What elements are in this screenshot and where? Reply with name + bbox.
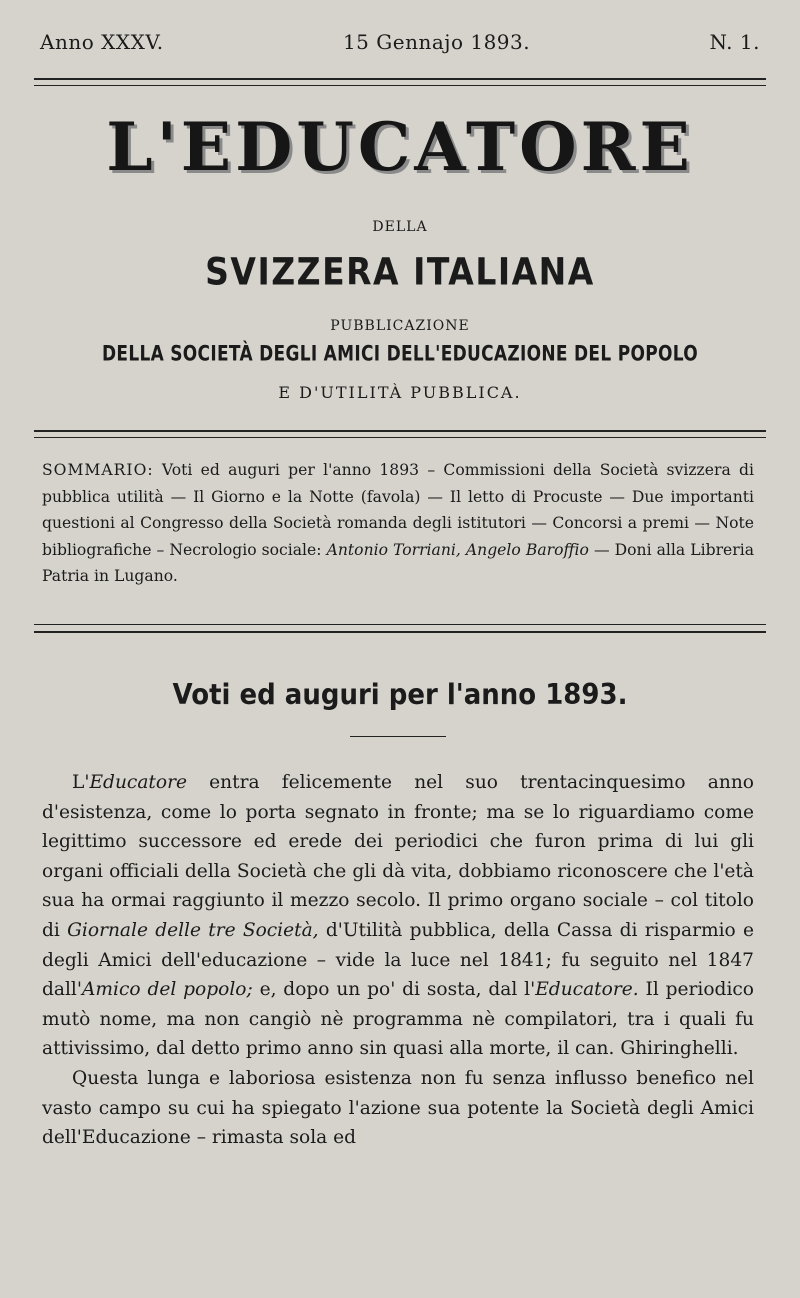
issue-header [40, 30, 760, 54]
header-rule-top [34, 78, 766, 80]
article-body [42, 768, 754, 1153]
masthead-society: DELLA SOCIETÀ DEGLI AMICI DELL'EDUCAZIONE DEL POPOLO [102, 341, 698, 367]
masthead-title: L'EDUCATORE [106, 108, 694, 186]
masthead-pubblicazione: PUBBLICAZIONE [330, 318, 470, 334]
summary-rule-bottom [34, 631, 766, 633]
summary-label: SOMMARIO: [42, 461, 154, 479]
title-underline [350, 736, 446, 737]
p1-italic-giornale: Giornale delle tre Società, [67, 919, 319, 941]
volume-number: Anno XXXV. [40, 30, 164, 54]
p1-italic-educatore: Educatore [89, 772, 187, 793]
header-rule-bottom [34, 85, 766, 86]
p1-text-b: entra felicemente nel suo trentacinquesimo anno d'esistenza, come lo porta segnato in fronte; ma se lo riguardiamo come legittimo successore ed erede dei periodici che furon prima di lui gli organi officiali della Società che gli dà vita, dobbiamo riconoscere che l'età sua ha ormai raggiunto il mezzo secolo. Il primo organo sociale – col titolo di [42, 772, 754, 941]
paragraph-1 [42, 768, 754, 1064]
masthead-della: DELLA [372, 219, 428, 235]
masthead-utility: E D'UTILITÀ PUBBLICA. [278, 383, 522, 402]
issue-date: 15 Gennajo 1893. [342, 30, 531, 54]
article-title: Voti ed auguri per l'anno 1893. [172, 678, 628, 712]
masthead-rule-bottom [34, 437, 766, 438]
summary-rule-top [34, 624, 766, 625]
masthead-subtitle: SVIZZERA ITALIANA [205, 249, 595, 294]
summary-text: Voti ed auguri per l'anno 1893 – Commissioni della Società svizzera di pubblica utilità — Il Giorno e la Notte (favola) — Il letto di Procuste — Due importanti questioni al Congresso della Società romanda degli istitutori — Concorsi a premi — Note bibliografiche – Necrologio sociale: [42, 461, 754, 559]
p1-text-e: Il periodico mutò nome, ma non cangiò nè programma nè compilatori, tra i quali fu attivissimo, dal detto primo anno sin quasi alla morte, il can. Ghiringhelli. [42, 979, 755, 1060]
issue-number: N. 1. [709, 30, 760, 54]
p1-italic-educatore-2: Educatore. [535, 979, 639, 1001]
p1-text-d: e, dopo un po' di sosta, dal l' [252, 979, 536, 1001]
summary-text-end: — Doni alla Libreria Patria in Lugano. [42, 540, 755, 585]
paragraph-2: Questa lunga e laboriosa esistenza non fu senza influsso benefico nel vasto campo su cui ha spiegato l'azione sua potente la Società degli Amici dell'Educazione – rimasta sola ed [42, 1067, 754, 1149]
summary-section [42, 457, 754, 590]
masthead-rule-top [34, 430, 766, 432]
p1-italic-amico: Amico del popolo; [82, 979, 253, 1001]
p1-text-a: L' [72, 772, 90, 793]
summary-names: Antonio Torriani, Angelo Baroffio [326, 540, 589, 559]
p1-text-c: d'Utilità pubblica, della Cassa di risparmio e degli Amici dell'educazione – vide la luce nel 1841; fu seguito nel 1847 dall' [42, 919, 754, 1001]
